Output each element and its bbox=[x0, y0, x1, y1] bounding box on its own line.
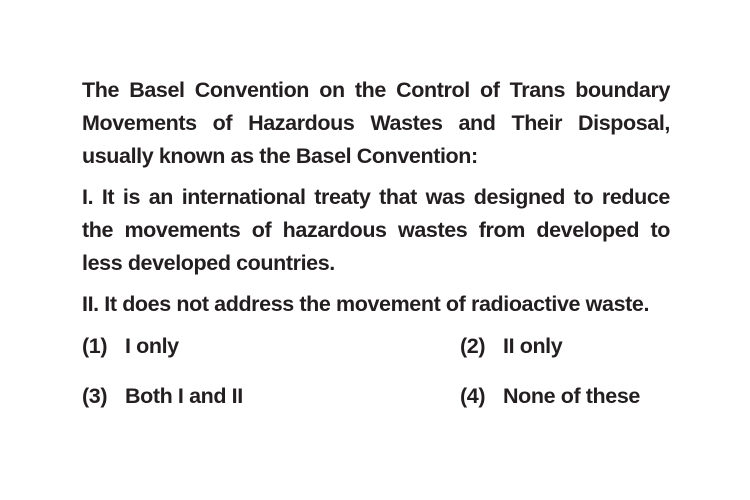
option-3[interactable] bbox=[82, 381, 243, 411]
option-1-number: (1) bbox=[82, 334, 108, 358]
statement-2: II. It does not address the movement of radioactive waste. bbox=[82, 292, 650, 316]
question-stem: The Basel Convention on the Control of Trans boundary Movements of Hazardous Wastes and Their Disposal, usually known as the Basel Convention: bbox=[82, 78, 670, 168]
option-1-text: I only bbox=[125, 334, 179, 358]
option-4-number: (4) bbox=[460, 384, 486, 408]
statement-1: I. It is an international treaty that was designed to reduce the movements of hazardous wastes from developed to less developed countries. bbox=[82, 185, 670, 275]
option-2-number: (2) bbox=[460, 334, 486, 358]
option-3-text: Both I and II bbox=[125, 384, 243, 408]
option-3-number: (3) bbox=[82, 384, 108, 408]
option-2-text: II only bbox=[503, 334, 563, 358]
option-4-text: None of these bbox=[503, 384, 640, 408]
option-4[interactable] bbox=[460, 381, 640, 411]
option-2[interactable] bbox=[460, 331, 562, 361]
option-1[interactable] bbox=[82, 331, 179, 361]
question-block bbox=[82, 74, 670, 321]
